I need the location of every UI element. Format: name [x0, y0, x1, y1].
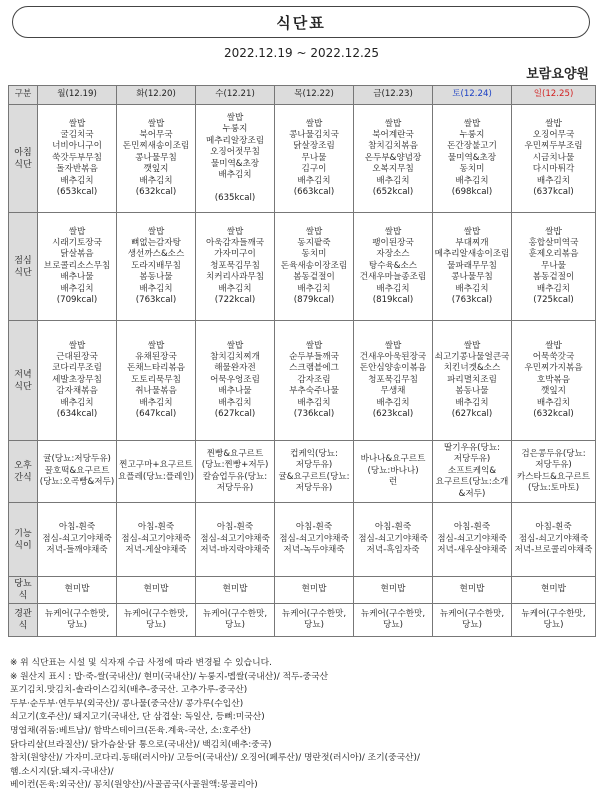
- menu-cell: [117, 577, 196, 604]
- menu-table: [8, 85, 596, 637]
- menu-item: (634kcal): [56, 409, 98, 420]
- menu-item: 쌀밥: [305, 118, 323, 129]
- menu-cell: [354, 577, 433, 604]
- menu-item: 봄동나물: [139, 272, 173, 283]
- day-header-sunday: 일(12.25): [512, 86, 596, 105]
- menu-item: 건새우마늘종조림: [359, 272, 427, 283]
- menu-item: 배추김치: [455, 283, 489, 294]
- menu-item: 돈안심양송이볶음: [359, 363, 427, 374]
- menu-item: 쌀밥: [68, 340, 86, 351]
- menu-item: 물미역&초장: [447, 152, 497, 163]
- menu-item: 무나물: [301, 152, 327, 163]
- note-line: 닭다리살(브라질산)/ 닭가슴살·닭 통으로(국내산)/ 백김치(배추:중국): [10, 739, 272, 750]
- menu-item: 무생채: [380, 386, 406, 397]
- lunch-row: [9, 213, 596, 321]
- menu-item: 카스타드&요구르트(당뇨:토마토): [516, 471, 591, 493]
- menu-item: 어묵우엉조림: [210, 374, 260, 385]
- menu-item: 현미밥: [64, 584, 90, 595]
- menu-item: 세발초장무침: [52, 374, 102, 385]
- row-label-line: 식이: [14, 540, 32, 551]
- menu-item: 쌀밥: [147, 340, 165, 351]
- menu-item: 검은콩두유(당뇨:저당두유): [521, 448, 586, 471]
- row-label: [9, 577, 38, 604]
- menu-cell: [512, 321, 596, 441]
- row-label: [9, 321, 38, 441]
- menu-item: (627kcal): [214, 409, 256, 420]
- row-label: [9, 604, 38, 637]
- menu-item: 쌀밥: [545, 226, 562, 237]
- menu-item: 치커리사과무침: [205, 272, 265, 283]
- menu-item: 도라지배무침: [131, 260, 181, 271]
- menu-item: 쌀밥: [384, 118, 402, 129]
- menu-item: 배추김치: [376, 397, 410, 408]
- menu-item: 쌀밥: [463, 226, 481, 237]
- menu-item: 치킨너겟&소스: [443, 363, 501, 374]
- menu-item: 아침-흰죽: [295, 522, 333, 533]
- menu-item: 쌀밥: [305, 226, 323, 237]
- menu-cell: [275, 213, 354, 321]
- menu-cell: [512, 577, 596, 604]
- menu-cell: [275, 577, 354, 604]
- menu-item: 스크램블에그: [289, 363, 339, 374]
- menu-item: (632kcal): [533, 409, 574, 420]
- menu-item: 아침-흰죽: [453, 522, 491, 533]
- menu-cell: [275, 503, 354, 577]
- menu-cell: [433, 105, 512, 213]
- note-line: 베이컨(돈육:외국산)/ 꽁치(원양산)/사골곰국(사골원액:몽골리아): [10, 780, 258, 791]
- menu-item: 쌀밥: [147, 118, 165, 129]
- menu-item: 오징어젓무침: [210, 147, 260, 158]
- menu-item: 현미밥: [143, 584, 169, 595]
- menu-item: 봄동겉절이: [293, 272, 335, 283]
- menu-item: 배추김치: [536, 397, 571, 408]
- menu-item: 배추김치: [376, 283, 410, 294]
- menu-item: 점심-쇠고기야채죽: [518, 533, 589, 544]
- menu-item: (653kcal): [56, 187, 98, 198]
- menu-cell: [512, 441, 596, 503]
- menu-cell: [117, 321, 196, 441]
- menu-cell: [38, 503, 117, 577]
- row-label: [9, 213, 38, 321]
- menu-item: 청포묵김무침: [210, 260, 260, 271]
- menu-item: 우민찌가지볶음: [524, 363, 583, 374]
- menu-item: 귤(당뇨:저당두유): [43, 454, 111, 465]
- menu-item: 동치미: [459, 164, 485, 175]
- row-label-line: 식: [18, 621, 28, 631]
- corner-cell: 구분: [9, 86, 38, 105]
- menu-item: 꿀호떡&요구르트(당뇨:오곡빵&저두): [39, 465, 115, 488]
- facility-name: 보람요양원: [526, 67, 589, 82]
- menu-item: 배추김치: [218, 169, 252, 180]
- row-label-line: 경관: [14, 609, 32, 619]
- menu-item: 코다리무조림: [52, 363, 102, 374]
- menu-item: 호박볶음: [536, 374, 571, 385]
- menu-item: 탕수육&소스: [368, 260, 418, 271]
- menu-item: 쌀밥: [226, 112, 244, 123]
- menu-item: 쌀밥: [545, 340, 562, 351]
- note-line: 쇠고기(호주산)/ 돼지고기(국내산, 단 삼겹살: 독일산, 등뼈:미국산): [10, 712, 265, 723]
- menu-item: 배추김치: [455, 397, 489, 408]
- menu-item: 저녁-녹두야채죽: [283, 545, 345, 556]
- page-title: 식단표: [12, 6, 590, 38]
- menu-cell: [38, 441, 117, 503]
- menu-item: 바나나&요구르트(당뇨:바나나): [360, 454, 426, 476]
- menu-item: 점심-쇠고기야채죽: [358, 533, 428, 544]
- menu-item: 오징어무국: [532, 129, 575, 140]
- menu-item: 쌀밥: [463, 118, 481, 129]
- breakfast-row: [9, 105, 596, 213]
- menu-item: 쌀밥: [226, 340, 244, 351]
- menu-item: 점심-쇠고기야채죽: [42, 533, 112, 544]
- menu-cell: [354, 441, 433, 503]
- menu-item: 아욱감자들깨국: [205, 237, 265, 248]
- menu-item: 시금치나물: [532, 152, 575, 163]
- menu-item: 점심-쇠고기야채죽: [437, 533, 507, 544]
- row-label-line: 식: [18, 591, 28, 601]
- menu-item: 아침-흰죽: [374, 522, 412, 533]
- menu-item: 시래기토장국: [52, 237, 102, 248]
- menu-item: 아침-흰죽: [58, 522, 96, 533]
- menu-item: 우민찌두부조림: [524, 141, 583, 152]
- menu-cell: [354, 105, 433, 213]
- menu-item: 쌀밥: [305, 340, 323, 351]
- menu-item: 콩나물무침: [451, 272, 493, 283]
- menu-cell: [275, 105, 354, 213]
- menu-cell: [38, 577, 117, 604]
- menu-item: 동지팥죽: [297, 237, 331, 248]
- menu-item: (632kcal): [135, 187, 177, 198]
- menu-item: 점심-쇠고기야채죽: [200, 533, 270, 544]
- menu-item: 돈간장불고기: [447, 141, 497, 152]
- menu-item: (709kcal): [56, 295, 98, 306]
- date-range: 2022.12.19 ~ 2022.12.25: [223, 46, 380, 60]
- note-line: ※ 위 식단표는 시설 및 식자재 수급 사정에 따라 변경될 수 있습니다.: [10, 658, 272, 668]
- menu-item: 북어무국: [139, 129, 173, 140]
- menu-cell: [354, 321, 433, 441]
- menu-item: 배추김치: [376, 175, 410, 186]
- menu-item: 배추김치: [60, 283, 94, 294]
- menu-cell: [196, 105, 275, 213]
- menu-cell: [196, 577, 275, 604]
- row-label-line: 저녁: [14, 369, 32, 380]
- menu-item: 생선까스&소스: [127, 249, 185, 260]
- menu-item: 배추김치: [60, 175, 94, 186]
- menu-item: 쑥갓두부무침: [52, 152, 102, 163]
- menu-item: 현미밥: [222, 584, 248, 595]
- menu-cell: [117, 503, 196, 577]
- menu-item: 요플레(당뇨:플레인): [118, 471, 195, 482]
- row-label-line: 당뇨: [14, 579, 32, 589]
- menu-cell: [196, 604, 275, 637]
- menu-item: 브로콜리소스무침: [43, 260, 111, 271]
- menu-item: 배추나물: [218, 386, 252, 397]
- menu-item: (879kcal): [293, 295, 335, 306]
- row-label: [9, 441, 38, 503]
- menu-item: 귤&요구르트(당뇨:저당두유): [278, 471, 350, 493]
- menu-item: 깻잎지: [541, 386, 566, 397]
- row-label: [9, 503, 38, 577]
- menu-item: 배추김치: [139, 397, 173, 408]
- menu-item: 배추나물: [60, 272, 94, 283]
- menu-item: 자장소스: [376, 249, 410, 260]
- menu-item: 참치김치찌개: [210, 351, 260, 362]
- menu-item: 봄동나물: [455, 386, 489, 397]
- menu-item: 배추김치: [297, 175, 331, 186]
- menu-item: 쌀밥: [384, 226, 402, 237]
- menu-item: (763kcal): [135, 295, 177, 306]
- menu-item: 메추리알새송이조림: [434, 249, 510, 260]
- menu-item: 너비아니구이: [52, 141, 102, 152]
- menu-cell: [275, 604, 354, 637]
- menu-item: 저녁-바지락야채죽: [200, 545, 270, 556]
- menu-item: 돈채느타리볶음: [126, 363, 186, 374]
- menu-cell: [433, 213, 512, 321]
- note-line: ※ 원산지 표시 : 밥·죽-쌀(국내산)/ 현미(국내산)/ 누룽지-멥쌀(국내산)/ 적두-중국산: [10, 671, 329, 682]
- menu-item: 부추숙주나물: [289, 386, 339, 397]
- menu-item: 배추김치: [297, 283, 331, 294]
- menu-item: 뉴케어(구수한맛,당뇨): [521, 608, 586, 630]
- menu-item: 돈민찌새송이조림: [122, 141, 190, 152]
- menu-item: 무나물: [541, 260, 566, 271]
- title-banner: [12, 6, 590, 40]
- day-header: 화(12.20): [117, 86, 196, 105]
- menu-item: [197, 181, 273, 192]
- menu-item: 저녁-흑임자죽: [366, 545, 420, 556]
- menu-item: 저녁-브로콜리야채죽: [514, 545, 593, 556]
- menu-item: 파리멸치조림: [447, 374, 497, 385]
- menu-item: 쌀밥: [68, 226, 86, 237]
- menu-item: 배추김치: [536, 283, 571, 294]
- menu-item: 깻잎지: [143, 164, 169, 175]
- menu-item: 칼슘업두유(당뇨:저당두유): [202, 471, 268, 493]
- row-label-line: 간식: [14, 472, 32, 483]
- diabetic-row: [9, 577, 596, 604]
- menu-item: 닭살볶음: [60, 249, 94, 260]
- menu-item: (698kcal): [451, 187, 493, 198]
- menu-item: 저녁-새우살야채죽: [437, 545, 507, 556]
- menu-item: 온두부&양념장: [364, 152, 422, 163]
- menu-cell: [196, 213, 275, 321]
- menu-item: 감자채볶음: [56, 386, 98, 397]
- row-label-line: 아침: [14, 147, 32, 158]
- menu-cell: [117, 604, 196, 637]
- menu-item: 배추김치: [218, 283, 252, 294]
- menu-item: 현미밥: [459, 584, 485, 595]
- dinner-row: [9, 321, 596, 441]
- row-label-line: 점심: [14, 255, 32, 266]
- menu-item: 해물완자전: [214, 363, 256, 374]
- menu-cell: [354, 213, 433, 321]
- note-line: 포기김치.맛김치-솔라이스김치(배추-중국산. 고추가루-중국산): [10, 685, 248, 696]
- note-line: 명엽채(쥐돔:베트남)/ 함박스테이크(돈육.계육-국산, 소:호주산): [10, 725, 251, 736]
- menu-item: 순두부들깨국: [289, 351, 339, 362]
- note-line: 햄.소시지(닭.돼지-국내산)/: [10, 766, 114, 777]
- menu-cell: [354, 604, 433, 637]
- menu-item: 감자조림: [297, 374, 331, 385]
- menu-item: 쌀밥: [147, 226, 165, 237]
- menu-cell: [38, 604, 117, 637]
- menu-item: 저녁-게살야채죽: [125, 545, 187, 556]
- menu-item: (663kcal): [293, 187, 335, 198]
- menu-cell: [38, 105, 117, 213]
- row-label-line: 식단: [14, 267, 32, 278]
- day-header: 월(12.19): [38, 86, 117, 105]
- menu-cell: [275, 321, 354, 441]
- menu-item: 뉴케어(구수한맛,당뇨): [281, 608, 347, 630]
- menu-item: 점심-쇠고기야채죽: [279, 533, 349, 544]
- menu-item: (725kcal): [533, 295, 574, 306]
- day-header: 금(12.23): [354, 86, 433, 105]
- row-label: [9, 105, 38, 213]
- menu-item: 배추김치: [139, 175, 173, 186]
- menu-item: (627kcal): [451, 409, 493, 420]
- menu-item: 도토리묵무침: [131, 374, 181, 385]
- menu-item: 홍합살미역국: [528, 237, 579, 248]
- row-label-line: 오후: [14, 460, 32, 471]
- menu-item: 물미역&초장: [210, 158, 260, 169]
- menu-item: 오복지무침: [372, 164, 414, 175]
- menu-item: 쌀밥: [68, 118, 86, 129]
- menu-item: 유채된장국: [135, 351, 177, 362]
- menu-item: 쌀밥: [545, 118, 562, 129]
- menu-item: 배추김치: [60, 397, 94, 408]
- menu-item: 저녁-들깨야채죽: [46, 545, 108, 556]
- menu-item: 돌자반볶음: [56, 164, 98, 175]
- menu-item: (635kcal): [214, 192, 256, 203]
- menu-item: 훈제오리볶음: [528, 249, 579, 260]
- menu-item: (623kcal): [372, 409, 414, 420]
- menu-item: (819kcal): [372, 295, 414, 306]
- menu-item: 쌀밥: [226, 226, 244, 237]
- menu-item: 소프트케익&요구르트(당뇨:소개&저두): [435, 465, 509, 499]
- menu-cell: [117, 105, 196, 213]
- menu-item: 청포묵김무침: [368, 374, 418, 385]
- menu-cell: [275, 441, 354, 503]
- menu-item: 다시마튀각: [532, 164, 575, 175]
- menu-item: 아침-흰죽: [535, 522, 572, 533]
- row-label-line: 식단: [14, 381, 32, 392]
- menu-item: 아침-흰죽: [137, 522, 175, 533]
- row-label-line: 기능: [14, 528, 32, 539]
- menu-item: 동치미: [301, 249, 327, 260]
- menu-item: 부대찌개: [455, 237, 489, 248]
- menu-cell: [38, 321, 117, 441]
- row-label-line: 식단: [14, 159, 32, 170]
- menu-item: (763kcal): [451, 295, 493, 306]
- menu-item: 배추김치: [218, 397, 252, 408]
- menu-item: 돈육새송이장조림: [280, 260, 348, 271]
- menu-cell: [433, 604, 512, 637]
- functional-diet-row: [9, 503, 596, 577]
- menu-item: 배추김치: [536, 175, 571, 186]
- menu-item: 닭살장조림: [293, 141, 335, 152]
- tube-feeding-row: [9, 604, 596, 637]
- menu-item: 취나물볶음: [135, 386, 177, 397]
- menu-item: (736kcal): [293, 409, 335, 420]
- menu-item: 현미밥: [380, 584, 406, 595]
- menu-cell: [38, 213, 117, 321]
- menu-item: 뼈없는감자탕: [131, 237, 181, 248]
- note-line: 두부·순두부·연두부(외국산)/ 콩나물(중국산)/ 콩가루(수입산): [10, 698, 244, 709]
- menu-cell: [512, 213, 596, 321]
- day-header-row: [9, 86, 596, 105]
- menu-cell: [512, 105, 596, 213]
- day-header-saturday: 토(12.24): [433, 86, 512, 105]
- menu-cell: [433, 503, 512, 577]
- menu-item: 점심-쇠고기야채죽: [121, 533, 191, 544]
- menu-item: (637kcal): [533, 187, 574, 198]
- day-header: 수(12.21): [196, 86, 275, 105]
- menu-item: 물파래무무침: [447, 260, 497, 271]
- menu-item: 현미밥: [541, 584, 566, 595]
- menu-item: (652kcal): [372, 187, 414, 198]
- menu-cell: [433, 321, 512, 441]
- menu-cell: [196, 503, 275, 577]
- menu-item: 뉴케어(구수한맛,당뇨): [202, 608, 268, 630]
- menu-item: 컵케익(당뇨:저당두유): [290, 448, 338, 471]
- menu-item: 딸기우유(당뇨:저당두유): [443, 442, 501, 465]
- day-header: 목(12.22): [275, 86, 354, 105]
- menu-item: 배추김치: [297, 397, 331, 408]
- menu-item: 찐빵&요구르트(당뇨:찐빵+저두): [201, 448, 269, 471]
- menu-item: 참치김치볶음: [368, 141, 418, 152]
- menu-item: 봄동겉절이: [532, 272, 575, 283]
- menu-item: 런: [388, 477, 398, 488]
- menu-item: 뉴케어(구수한맛,당뇨): [123, 608, 189, 630]
- menu-item: 북어계란국: [372, 129, 414, 140]
- menu-item: (722kcal): [214, 295, 256, 306]
- menu-item: 어묵쑥갓국: [532, 351, 575, 362]
- menu-item: 쌀밥: [384, 340, 402, 351]
- menu-item: 콩나물김치국: [289, 129, 339, 140]
- menu-cell: [354, 503, 433, 577]
- menu-item: 배추김치: [139, 283, 173, 294]
- note-line: 참치(원양산)/ 가자미.코다리.동태(러시아)/ 고등어(국내산)/ 오징어(페루산)/ 명란젓(러시아)/ 조기(중국산)/: [10, 753, 420, 764]
- menu-item: 콩나물무침: [135, 152, 177, 163]
- menu-item: 가자미구이: [214, 249, 256, 260]
- menu-cell: [117, 441, 196, 503]
- menu-item: 현미밥: [301, 584, 327, 595]
- menu-item: 누룽지: [459, 129, 485, 140]
- menu-item: 뉴케어(구수한맛,당뇨): [439, 608, 505, 630]
- menu-item: 건새우아욱된장국: [359, 351, 427, 362]
- snack-row: [9, 441, 596, 503]
- menu-item: 팽이된장국: [372, 237, 414, 248]
- menu-item: 메추리알장조림: [205, 135, 265, 146]
- menu-item: 아침-흰죽: [216, 522, 254, 533]
- menu-cell: [512, 503, 596, 577]
- menu-cell: [196, 321, 275, 441]
- menu-item: 뉴케어(구수한맛,당뇨): [360, 608, 426, 630]
- menu-cell: [433, 441, 512, 503]
- menu-item: 쇠고기콩나물얼큰국: [434, 351, 510, 362]
- menu-item: 찐고구마+요구르트: [119, 460, 193, 471]
- menu-item: 배추김치: [455, 175, 489, 186]
- menu-cell: [512, 604, 596, 637]
- menu-item: 굴김치국: [60, 129, 94, 140]
- menu-cell: [117, 213, 196, 321]
- notes-section: [10, 657, 595, 793]
- menu-item: 쌀밥: [463, 340, 481, 351]
- menu-cell: [196, 441, 275, 503]
- menu-item: 김구이: [301, 164, 327, 175]
- menu-item: 근대된장국: [56, 351, 98, 362]
- menu-item: (647kcal): [135, 409, 177, 420]
- menu-item: 누룽지: [222, 124, 248, 135]
- menu-cell: [433, 577, 512, 604]
- menu-item: 뉴케어(구수한맛,당뇨): [44, 608, 110, 630]
